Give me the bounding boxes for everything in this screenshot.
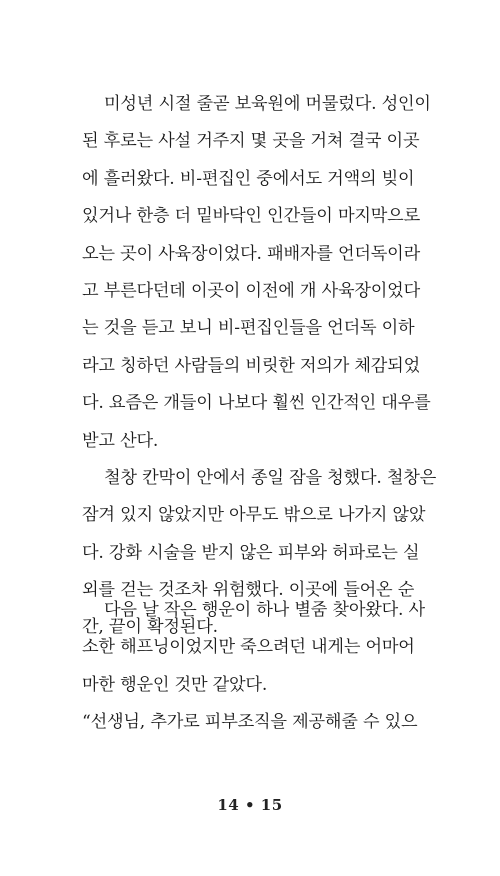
text-line: 외를 걷는 것조차 위험했다. 이곳에 들어온 순: [82, 580, 415, 601]
text-line: “선생님, 추가로 피부조직을 제공해줄 수 있으: [82, 712, 418, 733]
text-line: 소한 해프닝이었지만 죽으려던 내게는 어마어: [82, 637, 415, 658]
text-line: 철창 칸막이 안에서 종일 잠을 청했다. 철창은: [104, 467, 437, 488]
text-line: 있거나 한층 더 밑바닥인 인간들이 마지막으로: [82, 206, 420, 227]
page-number: 14 • 15: [217, 796, 283, 814]
text-line: 라고 칭하던 사람들의 비릿한 저의가 체감되었: [82, 355, 420, 376]
text-line: 고 부른다던데 이곳이 이전에 개 사육장이었다: [82, 280, 420, 301]
text-line: 다음 날 작은 행운이 하나 별줌 찾아왔다. 사: [104, 600, 425, 620]
text-line: 받고 산다.: [82, 430, 159, 451]
text-line: 다. 요즘은 개들이 나보다 훨씬 인간적인 대우를: [82, 393, 431, 414]
text-line: 된 후로는 사설 거주지 몇 곳을 거쳐 결국 이곳: [82, 131, 420, 152]
text-line: 에 흘러왔다. 비-편집인 중에서도 거액의 빚이: [82, 168, 415, 189]
text-line: 간, 끝이 확정된다.: [82, 617, 218, 638]
body-text-block-2: [82, 592, 434, 742]
text-line: 미성년 시절 줄곧 보육원에 머물렀다. 성인이: [104, 94, 431, 114]
text-line: 다. 강화 시술을 받지 않은 피부와 허파로는 실: [82, 542, 420, 563]
text-line: 마한 행운인 것만 같았다.: [82, 674, 268, 695]
text-line: 오는 곳이 사육장이었다. 패배자를 언더독이라: [82, 243, 420, 264]
body-text-block-1: [82, 86, 437, 647]
text-line: 는 것을 듣고 보니 비-편집인들을 언더독 이하: [82, 318, 415, 339]
text-line: 잠겨 있지 않았지만 아무도 밖으로 나가지 않았: [82, 505, 426, 526]
